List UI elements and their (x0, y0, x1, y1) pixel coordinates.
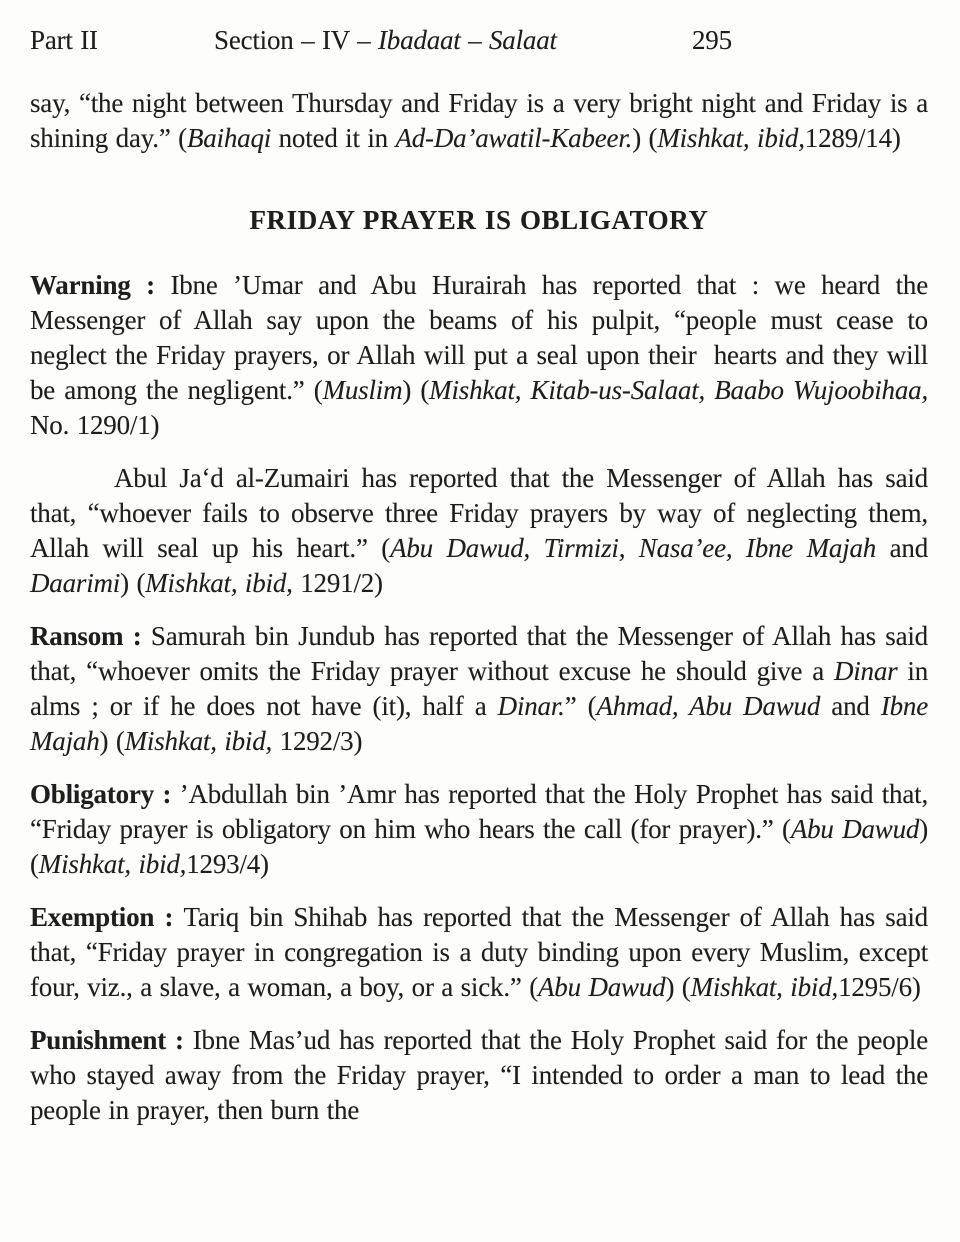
text-run: Mishkat, ibid, (124, 726, 273, 756)
text-run: Daarimi (30, 568, 121, 598)
text-run: ) ( (120, 568, 146, 598)
text-run: and (820, 691, 881, 721)
text-run: Mishkat, (690, 972, 783, 1002)
paragraph-obligatory (30, 777, 928, 882)
text-run: ) ( (632, 123, 658, 153)
text-run: 1291/2) (292, 568, 383, 598)
text-run: Punishment : (30, 1025, 193, 1055)
text-run: Dinar (833, 656, 898, 686)
text-run: 1295/6) (838, 972, 921, 1002)
text-run: Obligatory : (30, 779, 180, 809)
text-run: Ibne ’Umar and Abu Hurairah has reported that : we heard the Messenger of Allah say upon the beams of his pulpit, “people must cease to neglect the Friday prayers, or Allah will put a seal upon their hearts and they will be among the negligent.” ( (30, 270, 928, 405)
text-run: Mishkat, ibid, (657, 123, 805, 153)
paragraph-exemption (30, 900, 928, 1005)
page-header (0, 0, 960, 58)
text-run: ) ( (30, 814, 928, 879)
text-run: Ahmad, Abu Dawud (596, 691, 821, 721)
page-number: 295 (692, 25, 732, 55)
page-body (0, 86, 960, 1128)
text-run: Exemption : (30, 902, 184, 932)
text-run: Ransom : (30, 621, 151, 651)
text-run: Warning : (30, 270, 171, 300)
text-run: and (876, 533, 929, 563)
text-run: Section – IV – (214, 25, 378, 55)
header-section-title (214, 22, 557, 58)
text-run: Ibne Majah (30, 691, 928, 756)
text-run: ibid, (790, 972, 839, 1002)
text-run: say, “the night between Thursday and Friday is a very bright night and Friday is a shining day.” ( (30, 88, 928, 153)
paragraph-continuation (30, 86, 928, 156)
section-heading: FRIDAY PRAYER IS OBLIGATORY (249, 205, 709, 235)
text-run: Dinar. (497, 691, 565, 721)
text-run: ” ( (564, 691, 597, 721)
text-run: Mishkat, ibid, (38, 849, 187, 879)
text-run: Abu Dawud, Tirmizi, Nasa’ee, Ibne Majah (390, 533, 877, 563)
text-run: in alms ; or if he does not have (it), half a (30, 656, 929, 721)
text-run: Ibne Mas’ud has reported that the Holy Prophet said for the people who stayed away from the Friday prayer, “I intended to order a man to lead the people in prayer, then burn the (30, 1025, 928, 1125)
paragraph-punishment (30, 1023, 928, 1128)
text-run: Abu Dawud (538, 972, 666, 1002)
text-run: ’Abdullah bin ’Amr has reported that the Holy Prophet has said that, “Friday prayer is obligatory on him who hears the call (for prayer).” ( (30, 779, 928, 844)
text-run: 1289/14) (804, 123, 901, 153)
text-run: Mishkat, Kitab-us-Salaat, Baabo Wujoobihaa, (429, 375, 929, 405)
text-run: No. 1290/1) (30, 410, 160, 440)
text-run: Baihaqi (186, 123, 272, 153)
text-run: Muslim (322, 375, 403, 405)
text-run: Samurah bin Jundub has reported that the Messenger of Allah has said that, “whoever omits the Friday prayer without excuse he should give a (30, 621, 928, 686)
text-run: ) ( (402, 375, 430, 405)
text-run: Ibadaat – Salaat (378, 25, 557, 55)
text-run: ) ( (99, 726, 125, 756)
text-run: Mishkat, ibid, (145, 568, 293, 598)
text-run: Abu Dawud (790, 814, 920, 844)
text-run: Tariq bin Shihab has reported that the Messenger of Allah has said that, “Friday prayer in congregation is a duty binding upon every Muslim, except four, viz., a slave, a woman, a boy, or a sick.” ( (30, 902, 928, 1002)
text-run: ) ( (665, 972, 691, 1002)
paragraph-abul-jad (30, 461, 928, 601)
text-run: Abul Ja‘d al-Zumairi has reported that the Messenger of Allah has said that, “whoever fails to observe three Friday prayers by way of neglecting them, Allah will seal up his heart.” ( (30, 463, 928, 563)
paragraph-warning (30, 268, 928, 443)
paragraph-ransom (30, 619, 928, 759)
text-run: noted it in (271, 123, 396, 153)
text-run: 1293/4) (186, 849, 269, 879)
header-part-label: Part II (30, 25, 98, 55)
text-run: 1292/3) (272, 726, 363, 756)
text-run: Ad-Da’awatil-Kabeer. (395, 123, 633, 153)
